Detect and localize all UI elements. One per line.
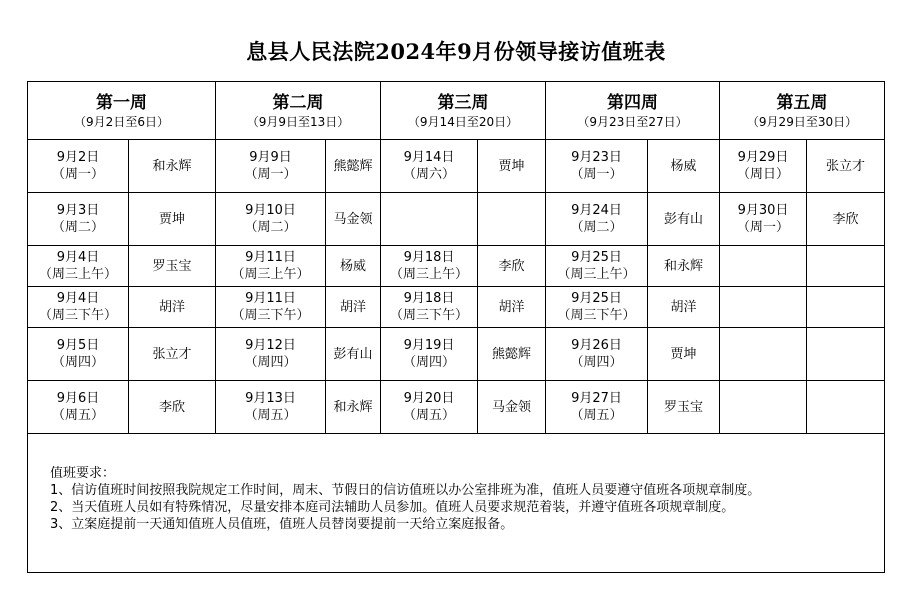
- day-text: （周三上午）: [557, 267, 636, 282]
- date-cell: [28, 246, 129, 287]
- note-item: 3、立案庭提前一天通知值班人员值班，值班人员替岗要提前一天给立案庭报备。: [50, 517, 514, 532]
- duty-name-cell: 贾坤: [648, 328, 720, 381]
- date-cell: [720, 287, 807, 328]
- date-cell: [381, 328, 478, 381]
- day-text: （周三上午）: [390, 267, 469, 282]
- duty-name-cell: [807, 381, 885, 434]
- day-text: （周四）: [403, 355, 456, 370]
- day-text: （周三上午）: [38, 267, 117, 282]
- duty-name-cell: 熊懿辉: [326, 140, 381, 193]
- week-range: （9月14日至20日）: [407, 114, 519, 129]
- duty-name-cell: [807, 287, 885, 328]
- date-cell: [216, 328, 326, 381]
- date-cell: [381, 193, 478, 246]
- date-cell: [216, 381, 326, 434]
- duty-name-cell: 张立才: [129, 328, 216, 381]
- date-text: 9月24日: [571, 203, 622, 218]
- date-cell: [546, 287, 648, 328]
- date-text: 9月30日: [737, 203, 789, 218]
- date-text: 9月4日: [56, 250, 100, 265]
- duty-schedule-table: [27, 81, 885, 573]
- schedule-row: [28, 328, 885, 381]
- date-text: 9月4日: [56, 291, 100, 306]
- day-text: （周一）: [570, 167, 623, 182]
- date-text: 9月11日: [245, 250, 296, 265]
- date-cell: [381, 381, 478, 434]
- day-text: （周三下午）: [231, 308, 310, 323]
- date-cell: [28, 381, 129, 434]
- date-text: 9月18日: [403, 291, 455, 306]
- duty-name-cell: 张立才: [807, 140, 885, 193]
- week-title: 第三周: [437, 92, 489, 113]
- schedule-row: [28, 287, 885, 328]
- duty-name-cell: 贾坤: [129, 193, 216, 246]
- date-text: 9月25日: [571, 291, 622, 306]
- week-header: [216, 82, 381, 140]
- date-text: 9月9日: [249, 150, 292, 165]
- date-cell: [381, 140, 478, 193]
- week-header-row: [28, 82, 885, 140]
- duty-name-cell: 胡洋: [326, 287, 381, 328]
- schedule-row: [28, 246, 885, 287]
- week-header: [546, 82, 720, 140]
- date-cell: [28, 287, 129, 328]
- week-header: [720, 82, 885, 140]
- duty-name-cell: 贾坤: [478, 140, 546, 193]
- duty-name-cell: 胡洋: [478, 287, 546, 328]
- week-range: （9月23日至27日）: [577, 114, 688, 129]
- duty-name-cell: 彭有山: [326, 328, 381, 381]
- date-text: 9月23日: [571, 150, 622, 165]
- page-title: 息县人民法院2024年9月份领导接访值班表: [246, 39, 666, 64]
- day-text: （周五）: [403, 408, 456, 423]
- notes-heading: 值班要求：: [50, 466, 116, 481]
- date-text: 9月26日: [571, 338, 622, 353]
- date-cell: [28, 193, 129, 246]
- date-cell: [720, 328, 807, 381]
- week-title: 第一周: [96, 92, 147, 113]
- duty-name-cell: 马金领: [478, 381, 546, 434]
- day-text: （周三下午）: [38, 308, 117, 323]
- schedule-row: [28, 140, 885, 193]
- duty-name-cell: 罗玉宝: [648, 381, 720, 434]
- note-item: 2、当天值班人员如有特殊情况，尽量安排本庭司法辅助人员参加。值班人员要求规范着装，并遵守值班各项规章制度。: [50, 500, 735, 515]
- duty-name-cell: 杨威: [326, 246, 381, 287]
- date-cell: [546, 193, 648, 246]
- day-text: （周一）: [737, 220, 790, 235]
- date-text: 9月20日: [403, 391, 455, 406]
- day-text: （周一）: [51, 167, 104, 182]
- duty-requirements: [28, 434, 885, 573]
- day-text: （周六）: [403, 167, 456, 182]
- duty-name-cell: 熊懿辉: [478, 328, 546, 381]
- day-text: （周三下午）: [557, 308, 636, 323]
- date-cell: [28, 328, 129, 381]
- duty-name-cell: [478, 193, 546, 246]
- date-cell: [216, 287, 326, 328]
- duty-name-cell: 胡洋: [129, 287, 216, 328]
- day-text: （周一）: [244, 167, 297, 182]
- schedule-row: [28, 193, 885, 246]
- date-text: 9月5日: [56, 338, 100, 353]
- date-text: 9月6日: [56, 391, 100, 406]
- date-cell: [720, 140, 807, 193]
- week-range: （9月29日至30日）: [746, 114, 858, 129]
- week-range: （9月2日至6日）: [74, 114, 169, 129]
- week-header: [381, 82, 546, 140]
- note-item: 1、信访值班时间按照我院规定工作时间，周末、节假日的信访值班以办公室排班为准，值班人员要遵守值班各项规章制度。: [50, 483, 761, 498]
- date-cell: [28, 140, 129, 193]
- duty-name-cell: 和永辉: [648, 246, 720, 287]
- date-cell: [546, 140, 648, 193]
- duty-name-cell: 马金领: [326, 193, 381, 246]
- date-cell: [381, 287, 478, 328]
- date-text: 9月13日: [245, 391, 296, 406]
- day-text: （周三上午）: [231, 267, 310, 282]
- date-text: 9月11日: [245, 291, 296, 306]
- date-text: 9月25日: [571, 250, 622, 265]
- day-text: （周四）: [244, 355, 297, 370]
- day-text: （周日）: [737, 167, 790, 182]
- date-text: 9月14日: [403, 150, 455, 165]
- date-text: 9月18日: [403, 250, 455, 265]
- week-title: 第二周: [272, 92, 324, 113]
- week-title: 第五周: [776, 92, 828, 113]
- week-title: 第四周: [607, 92, 659, 113]
- week-range: （9月9日至13日）: [246, 114, 350, 129]
- day-text: （周二）: [570, 220, 623, 235]
- date-text: 9月27日: [571, 391, 622, 406]
- date-cell: [720, 193, 807, 246]
- duty-name-cell: 罗玉宝: [129, 246, 216, 287]
- date-text: 9月2日: [56, 150, 100, 165]
- day-text: （周三下午）: [390, 308, 469, 323]
- day-text: （周二）: [51, 220, 104, 235]
- duty-name-cell: 胡洋: [648, 287, 720, 328]
- duty-name-cell: 杨威: [648, 140, 720, 193]
- date-cell: [381, 246, 478, 287]
- duty-name-cell: [807, 246, 885, 287]
- notes-row: [28, 434, 885, 573]
- date-text: 9月29日: [737, 150, 789, 165]
- duty-name-cell: 和永辉: [129, 140, 216, 193]
- week-header: [28, 82, 216, 140]
- duty-name-cell: 李欣: [807, 193, 885, 246]
- duty-name-cell: [807, 328, 885, 381]
- day-text: （周五）: [570, 408, 623, 423]
- date-text: 9月10日: [245, 203, 296, 218]
- day-text: （周五）: [244, 408, 297, 423]
- date-cell: [216, 140, 326, 193]
- day-text: （周五）: [51, 408, 104, 423]
- schedule-row: [28, 381, 885, 434]
- date-text: 9月12日: [245, 338, 296, 353]
- date-cell: [546, 328, 648, 381]
- day-text: （周四）: [570, 355, 623, 370]
- duty-name-cell: 彭有山: [648, 193, 720, 246]
- duty-name-cell: 李欣: [478, 246, 546, 287]
- duty-name-cell: 李欣: [129, 381, 216, 434]
- date-cell: [216, 246, 326, 287]
- date-cell: [720, 381, 807, 434]
- day-text: （周四）: [51, 355, 104, 370]
- date-cell: [720, 246, 807, 287]
- duty-name-cell: 和永辉: [326, 381, 381, 434]
- day-text: （周二）: [244, 220, 297, 235]
- date-cell: [546, 381, 648, 434]
- date-cell: [546, 246, 648, 287]
- date-text: 9月19日: [403, 338, 455, 353]
- date-cell: [216, 193, 326, 246]
- date-text: 9月3日: [56, 203, 100, 218]
